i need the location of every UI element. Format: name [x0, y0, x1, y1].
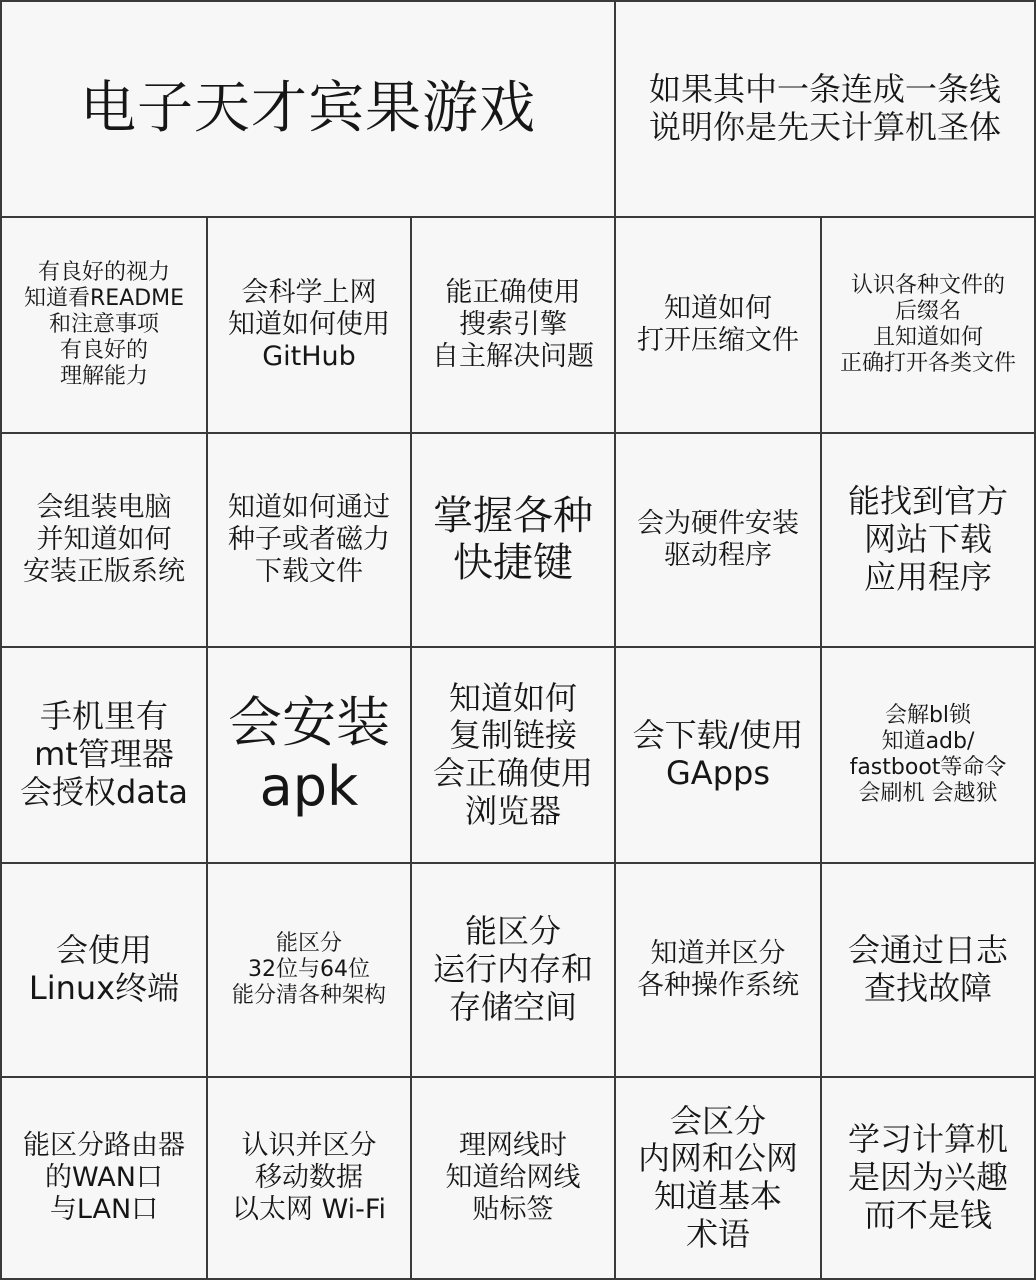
bingo-cell[interactable] [0, 1076, 208, 1280]
cell-line: apk [259, 755, 359, 818]
bingo-cell[interactable] [206, 646, 412, 864]
cell-line: 知道如何 [448, 678, 577, 717]
cell-line: 以太网 Wi-Fi [232, 1193, 386, 1225]
cell-line: 能区分 [464, 912, 561, 951]
cell-line: GitHub [262, 340, 356, 372]
cell-line: 知道基本 [653, 1177, 782, 1215]
cell-line: 且知道如何 [872, 325, 983, 350]
cell-line: 快捷键 [453, 540, 573, 586]
cell-line: 会使用 [55, 931, 152, 970]
cell-line: 搜索引擎 [459, 309, 567, 341]
cell-line: Linux终端 [28, 969, 180, 1007]
cell-line: 32位与64位 [248, 957, 370, 983]
cell-line: 有良好的视力 [37, 260, 170, 286]
bingo-cell[interactable] [206, 432, 412, 648]
cell-line: 会下载/使用 [632, 716, 804, 755]
cell-line: 会区分 [669, 1101, 766, 1140]
cell-line: 能区分路由器 [23, 1130, 185, 1162]
cell-line: 的WAN口 [45, 1162, 163, 1194]
cell-line: 能区分 [275, 931, 342, 957]
bingo-cell[interactable] [614, 646, 822, 864]
bingo-cell[interactable] [820, 432, 1036, 648]
cell-line: 理解能力 [59, 363, 148, 389]
cell-line: 知道看README [23, 286, 185, 312]
cell-line: 能找到官方 [847, 482, 1008, 521]
cell-line: 驱动程序 [664, 540, 772, 571]
bingo-cell[interactable] [410, 1076, 616, 1280]
cell-line: 存储空间 [448, 987, 577, 1026]
cell-line: 会为硬件安装 [637, 508, 799, 540]
bingo-cell[interactable] [0, 646, 208, 864]
cell-line: 各种操作系统 [637, 970, 799, 1001]
cell-line: 认识各种文件的 [850, 273, 1005, 299]
cell-line: 而不是钱 [863, 1195, 992, 1234]
cell-line: 应用程序 [863, 557, 992, 596]
cell-line: 会科学上网 [241, 277, 377, 309]
cell-line: 知道如何使用 [228, 309, 390, 341]
cell-line: 会组装电脑 [36, 492, 172, 524]
header-rule-cell [614, 0, 1036, 218]
bingo-cell[interactable] [614, 1076, 822, 1280]
bingo-cell[interactable] [206, 862, 412, 1078]
cell-line: 会解bl锁 [884, 703, 972, 729]
rule-line: 如果其中一条连成一条线 [648, 70, 1001, 109]
bingo-cell[interactable] [820, 1076, 1036, 1280]
cell-line: 能正确使用 [445, 277, 581, 309]
cell-line: 学习计算机 [847, 1120, 1008, 1159]
cell-line: 是因为兴趣 [847, 1158, 1008, 1197]
cell-line: 知道并区分 [650, 938, 786, 970]
cell-line: 能分清各种架构 [231, 982, 386, 1008]
cell-line: 与LAN口 [49, 1193, 159, 1225]
cell-line: 后缀名 [894, 299, 961, 325]
cell-line: 会通过日志 [847, 931, 1008, 970]
cell-line: 复制链接 [448, 716, 577, 755]
bingo-cell[interactable] [206, 216, 412, 434]
bingo-cell[interactable] [614, 432, 822, 648]
bingo-cell[interactable] [820, 216, 1036, 434]
cell-line: 自主解决问题 [432, 340, 594, 372]
cell-line: 术语 [685, 1214, 750, 1253]
cell-line: 知道adb/ [881, 729, 975, 755]
cell-line: 打开压缩文件 [637, 325, 799, 356]
bingo-cell[interactable] [0, 216, 208, 434]
page-title: 电子天才宾果游戏 [80, 75, 536, 141]
cell-line: 和注意事项 [48, 312, 159, 338]
cell-line: 知道如何 [664, 293, 772, 325]
cell-line: 下载文件 [255, 555, 363, 587]
cell-line: 会正确使用 [432, 754, 593, 792]
cell-line: 理网线时 [459, 1130, 567, 1162]
cell-line: 知道给网线 [445, 1162, 581, 1194]
cell-line: 查找故障 [863, 969, 992, 1007]
cell-line: 浏览器 [464, 791, 561, 830]
rule-line: 说明你是先天计算机圣体 [648, 108, 1001, 146]
cell-line: 有良好的 [59, 337, 148, 363]
bingo-cell[interactable] [206, 1076, 412, 1280]
cell-line: 会刷机 会越狱 [858, 780, 998, 806]
cell-line: 运行内存和 [432, 950, 593, 989]
bingo-cell[interactable] [820, 862, 1036, 1078]
header-title-cell [0, 0, 616, 218]
cell-line: 正确打开各类文件 [839, 350, 1016, 376]
cell-line: 会安装 [228, 691, 390, 755]
bingo-cell[interactable] [410, 216, 616, 434]
bingo-cell[interactable] [0, 862, 208, 1078]
cell-line: fastboot等命令 [849, 755, 1007, 780]
bingo-cell[interactable] [614, 862, 822, 1078]
bingo-cell[interactable] [820, 646, 1036, 864]
cell-line: mt管理器 [34, 735, 174, 774]
cell-line: 认识并区分 [241, 1130, 377, 1162]
bingo-cell[interactable] [410, 862, 616, 1078]
cell-line: 网站下载 [863, 520, 992, 559]
bingo-cell[interactable] [0, 432, 208, 648]
cell-line: 安装正版系统 [23, 555, 185, 587]
bingo-cell[interactable] [410, 432, 616, 648]
cell-line: 知道如何通过 [228, 492, 390, 524]
cell-line: 并知道如何 [36, 524, 172, 556]
cell-line: 内网和公网 [637, 1139, 798, 1178]
cell-line: 手机里有 [39, 697, 168, 736]
cell-line: GApps [666, 754, 770, 792]
cell-line: 会授权data [19, 772, 189, 811]
bingo-cell[interactable] [614, 216, 822, 434]
bingo-cell[interactable] [410, 646, 616, 864]
cell-line: 掌握各种 [433, 492, 593, 539]
cell-line: 贴标签 [472, 1193, 554, 1225]
cell-line: 移动数据 [255, 1162, 363, 1194]
cell-line: 种子或者磁力 [228, 524, 390, 556]
